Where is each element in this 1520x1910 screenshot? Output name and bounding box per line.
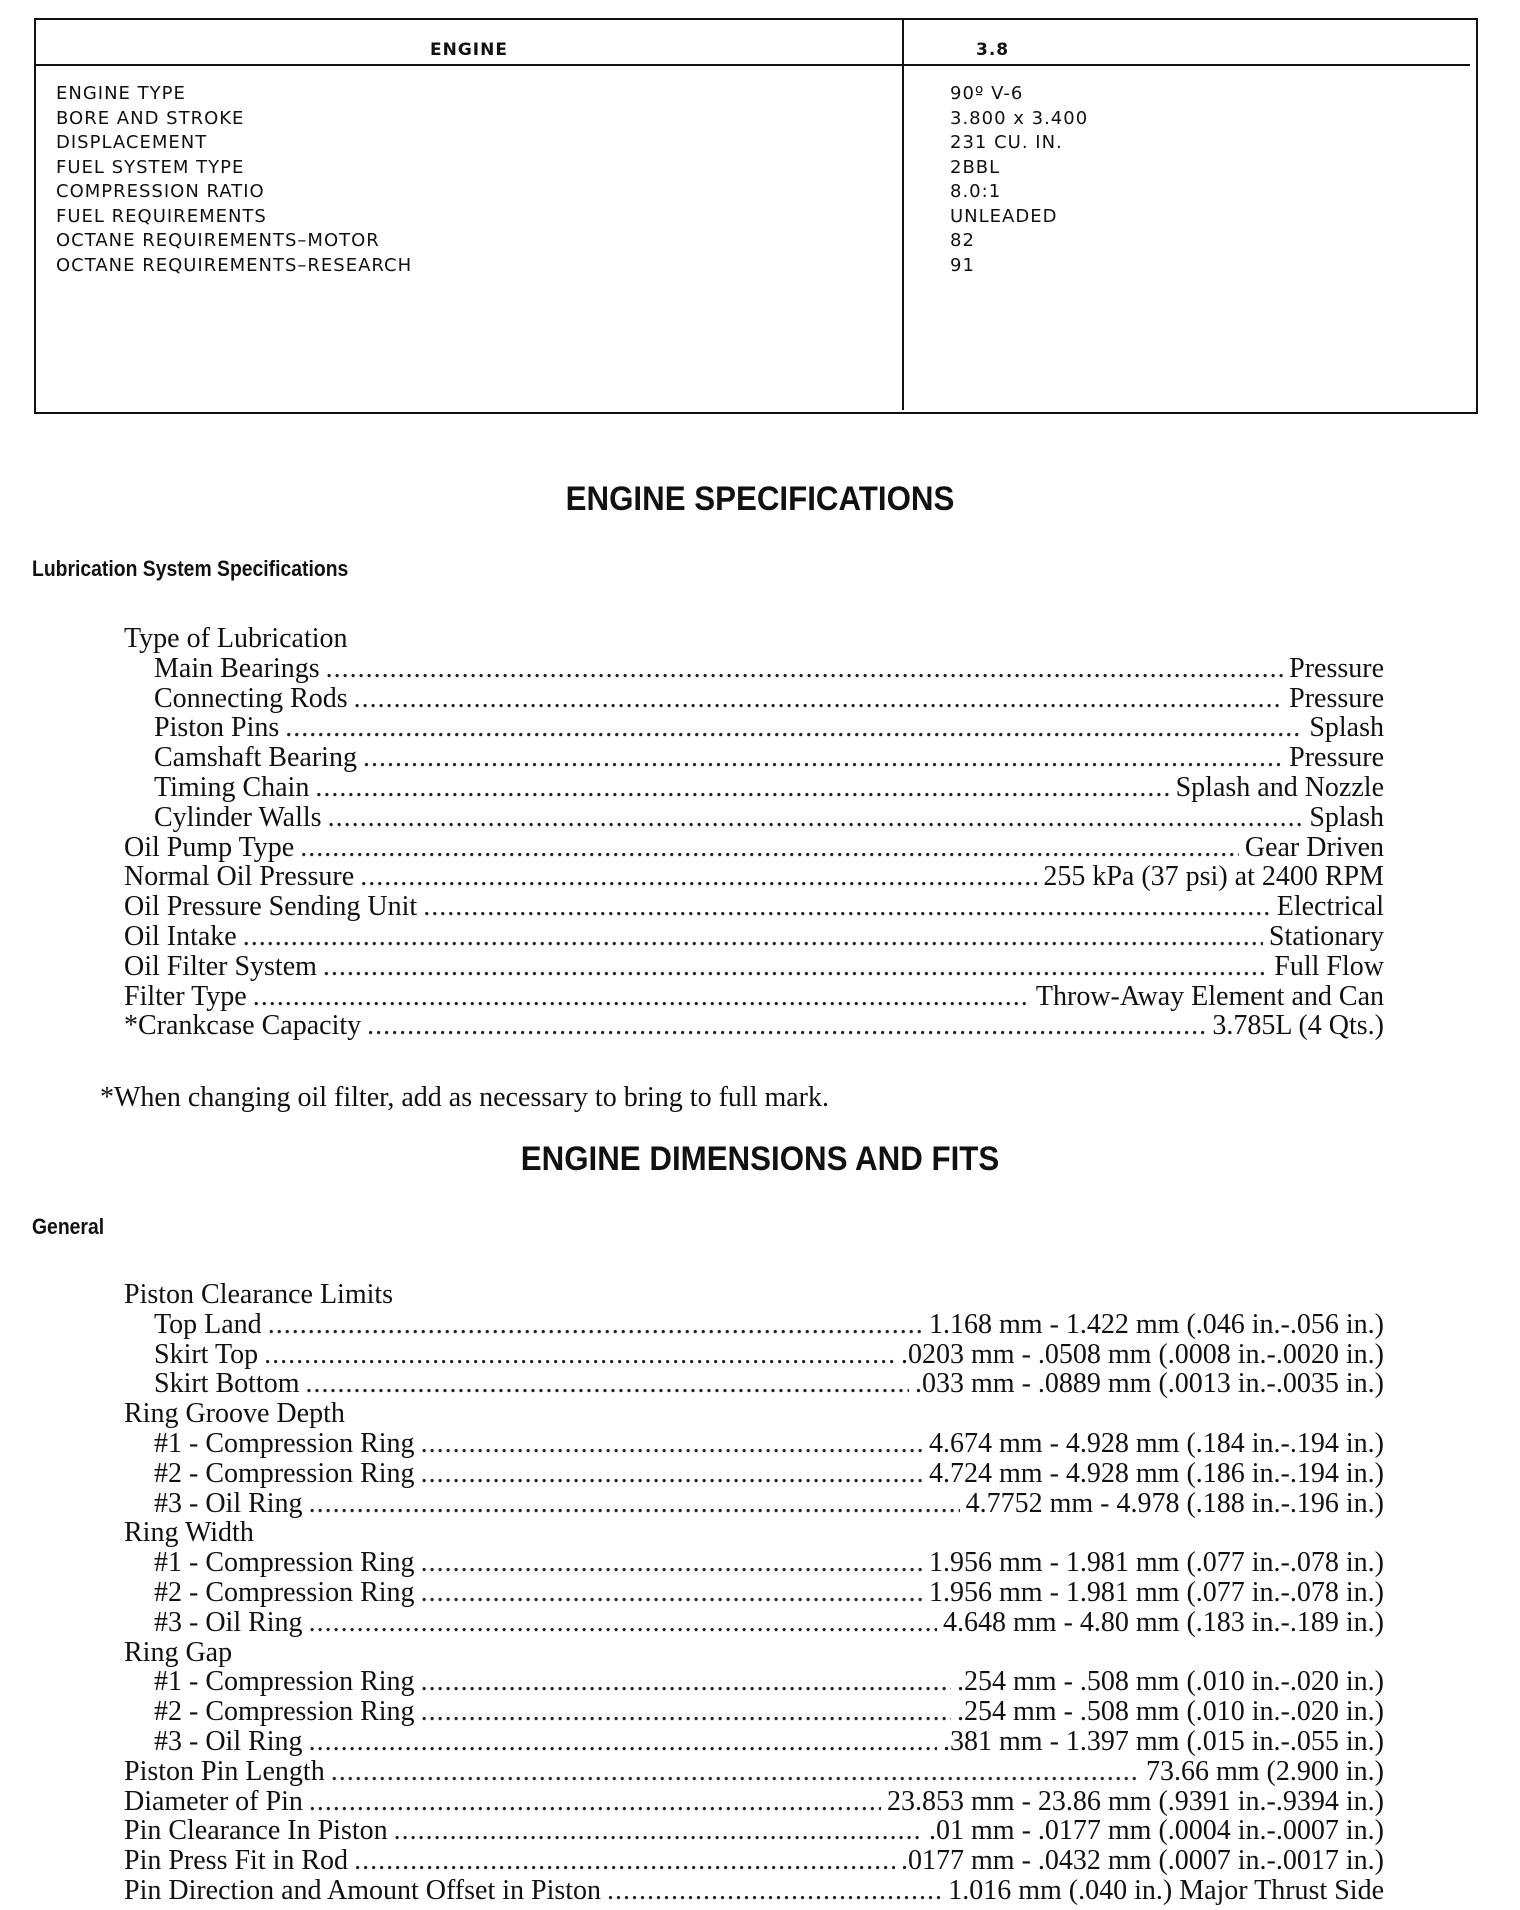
spec-label: Piston Pins bbox=[154, 712, 280, 744]
dot-leader bbox=[607, 1876, 942, 1906]
spec-label: Ring Width bbox=[124, 1517, 254, 1549]
spec-value: Electrical bbox=[1276, 891, 1384, 923]
dot-leader bbox=[421, 1429, 923, 1459]
spec-value: Splash bbox=[1309, 712, 1384, 744]
spec-value: 1.956 mm - 1.981 mm (.077 in.-.078 in.) bbox=[929, 1547, 1384, 1579]
spec-label: #3 - Oil Ring bbox=[154, 1606, 303, 1638]
spec-row bbox=[124, 1310, 1384, 1340]
dot-leader bbox=[243, 922, 1263, 952]
spec-value: 4.674 mm - 4.928 mm (.184 in.-.194 in.) bbox=[929, 1427, 1384, 1459]
spec-row bbox=[124, 1548, 1384, 1578]
engine-table-row bbox=[56, 82, 1456, 107]
spec-value: Splash bbox=[1309, 801, 1384, 833]
engine-row-label: COMPRESSION RATIO bbox=[56, 181, 265, 202]
crankcase-footnote: *When changing oil filter, add as necessary to bring to full mark. bbox=[100, 1082, 829, 1113]
spec-row bbox=[124, 1489, 1384, 1519]
table-header-rule bbox=[36, 64, 1470, 66]
spec-label: Ring Gap bbox=[124, 1636, 233, 1668]
spec-value: Pressure bbox=[1289, 652, 1384, 684]
dot-leader bbox=[309, 1489, 960, 1519]
dot-leader bbox=[309, 1727, 937, 1757]
spec-row bbox=[124, 1876, 1384, 1906]
spec-row bbox=[124, 684, 1384, 714]
spec-value: Pressure bbox=[1289, 742, 1384, 774]
spec-value: .0177 mm - .0432 mm (.0007 in.-.0017 in.) bbox=[901, 1845, 1384, 1877]
dot-leader bbox=[421, 1459, 923, 1489]
spec-label: Filter Type bbox=[124, 980, 247, 1012]
dot-leader bbox=[315, 773, 1169, 803]
dot-leader bbox=[421, 1697, 951, 1727]
spec-label: Ring Groove Depth bbox=[124, 1398, 345, 1430]
spec-row bbox=[124, 1816, 1384, 1846]
spec-value: 1.956 mm - 1.981 mm (.077 in.-.078 in.) bbox=[929, 1576, 1384, 1608]
engine-row-label: ENGINE TYPE bbox=[56, 83, 186, 104]
spec-row bbox=[124, 1340, 1384, 1370]
dot-leader bbox=[323, 952, 1268, 982]
dot-leader bbox=[309, 1787, 881, 1817]
engine-row-label: BORE AND STROKE bbox=[56, 107, 245, 129]
spec-value: 1.016 mm (.040 in.) Major Thrust Side bbox=[948, 1874, 1384, 1906]
spec-label: Skirt Top bbox=[154, 1338, 259, 1370]
spec-row bbox=[124, 803, 1384, 833]
engine-row-label: OCTANE REQUIREMENTS–MOTOR bbox=[56, 230, 380, 251]
spec-row bbox=[124, 982, 1384, 1012]
spec-row bbox=[124, 654, 1384, 684]
dot-leader bbox=[300, 833, 1239, 863]
engine-summary-table bbox=[34, 18, 1478, 414]
spec-value: 4.7752 mm - 4.978 (.188 in.-.196 in.) bbox=[965, 1487, 1384, 1519]
spec-label: #2 - Compression Ring bbox=[154, 1457, 415, 1489]
spec-row bbox=[124, 1429, 1384, 1459]
spec-value: Gear Driven bbox=[1244, 831, 1384, 863]
engine-table-row bbox=[56, 156, 1456, 181]
spec-label: #3 - Oil Ring bbox=[154, 1487, 303, 1519]
engine-table-header-left: ENGINE bbox=[430, 40, 508, 60]
dot-leader bbox=[305, 1369, 909, 1399]
dot-leader bbox=[326, 654, 1283, 684]
spec-label: #1 - Compression Ring bbox=[154, 1427, 415, 1459]
spec-row bbox=[124, 1667, 1384, 1697]
engine-table-row bbox=[56, 254, 1456, 279]
spec-row bbox=[124, 1011, 1384, 1041]
spec-value: 4.724 mm - 4.928 mm (.186 in.-.194 in.) bbox=[929, 1457, 1384, 1489]
spec-value: 4.648 mm - 4.80 mm (.183 in.-.189 in.) bbox=[943, 1606, 1384, 1638]
spec-row bbox=[124, 1846, 1384, 1876]
spec-group-heading bbox=[124, 1280, 1384, 1310]
engine-table-rows bbox=[56, 82, 1456, 278]
spec-label: Oil Pressure Sending Unit bbox=[124, 891, 418, 923]
engine-row-value: 82 bbox=[950, 230, 975, 251]
spec-group-heading bbox=[124, 1638, 1384, 1668]
spec-row bbox=[124, 1459, 1384, 1489]
spec-value: Stationary bbox=[1268, 920, 1384, 952]
dimensions-spec-list bbox=[124, 1280, 1384, 1906]
spec-value: 1.168 mm - 1.422 mm (.046 in.-.056 in.) bbox=[929, 1308, 1384, 1340]
spec-value: .0203 mm - .0508 mm (.0008 in.-.0020 in.) bbox=[901, 1338, 1384, 1370]
engine-row-value: 91 bbox=[950, 254, 975, 276]
dot-leader bbox=[331, 1757, 1140, 1787]
spec-label: Top Land bbox=[154, 1308, 262, 1340]
spec-group-heading bbox=[124, 1518, 1384, 1548]
spec-value: .254 mm - .508 mm (.010 in.-.020 in.) bbox=[957, 1666, 1384, 1698]
spec-label: Main Bearings bbox=[154, 652, 320, 684]
spec-row bbox=[124, 713, 1384, 743]
dot-leader bbox=[268, 1310, 923, 1340]
dot-leader bbox=[423, 892, 1271, 922]
dot-leader bbox=[354, 1846, 895, 1876]
engine-row-value: 231 CU. IN. bbox=[950, 132, 1063, 153]
engine-row-label: FUEL REQUIREMENTS bbox=[56, 205, 267, 227]
engine-row-value: 2BBL bbox=[950, 156, 1001, 178]
spec-row bbox=[124, 1727, 1384, 1757]
spec-row bbox=[124, 1578, 1384, 1608]
spec-row bbox=[124, 1369, 1384, 1399]
spec-group-heading bbox=[124, 1399, 1384, 1429]
spec-label: #1 - Compression Ring bbox=[154, 1547, 415, 1579]
dot-leader bbox=[328, 803, 1304, 833]
spec-value: Splash and Nozzle bbox=[1175, 771, 1384, 803]
engine-row-value: UNLEADED bbox=[950, 205, 1058, 227]
engine-table-row bbox=[56, 229, 1456, 254]
engine-row-label: FUEL SYSTEM TYPE bbox=[56, 156, 245, 178]
spec-label: Pin Press Fit in Rod bbox=[124, 1845, 349, 1877]
spec-row bbox=[124, 892, 1384, 922]
spec-label: Timing Chain bbox=[154, 771, 310, 803]
dot-leader bbox=[394, 1816, 923, 1846]
spec-row bbox=[124, 743, 1384, 773]
engine-row-value: 8.0:1 bbox=[950, 181, 1002, 202]
spec-row bbox=[124, 922, 1384, 952]
dot-leader bbox=[367, 1011, 1206, 1041]
spec-label: Cylinder Walls bbox=[154, 801, 322, 833]
dot-leader bbox=[285, 713, 1303, 743]
engine-table-row bbox=[56, 107, 1456, 132]
engine-row-value: 3.800 x 3.400 bbox=[950, 107, 1089, 129]
engine-table-row bbox=[56, 180, 1456, 205]
spec-label: Camshaft Bearing bbox=[154, 742, 357, 774]
spec-label: Diameter of Pin bbox=[124, 1785, 303, 1817]
dot-leader bbox=[309, 1608, 937, 1638]
spec-row bbox=[124, 773, 1384, 803]
dot-leader bbox=[264, 1340, 895, 1370]
spec-value: 23.853 mm - 23.86 mm (.9391 in.-.9394 in.) bbox=[887, 1785, 1384, 1817]
spec-value: 255 kPa (37 psi) at 2400 RPM bbox=[1043, 861, 1384, 893]
general-section-heading: General bbox=[32, 1214, 105, 1239]
spec-row bbox=[124, 952, 1384, 982]
spec-label: Pin Clearance In Piston bbox=[124, 1815, 388, 1847]
dot-leader bbox=[360, 862, 1037, 892]
spec-value: .254 mm - .508 mm (.010 in.-.020 in.) bbox=[957, 1696, 1384, 1728]
dot-leader bbox=[421, 1578, 923, 1608]
engine-table-row bbox=[56, 205, 1456, 230]
spec-label: Oil Pump Type bbox=[124, 831, 295, 863]
dot-leader bbox=[421, 1667, 951, 1697]
dot-leader bbox=[354, 684, 1283, 714]
dot-leader bbox=[421, 1548, 923, 1578]
spec-label: Oil Filter System bbox=[124, 950, 317, 982]
spec-label: Piston Clearance Limits bbox=[124, 1279, 394, 1310]
spec-row bbox=[124, 1608, 1384, 1638]
engine-row-label: DISPLACEMENT bbox=[56, 132, 208, 153]
spec-label: Connecting Rods bbox=[154, 682, 348, 714]
spec-label: #1 - Compression Ring bbox=[154, 1666, 415, 1698]
spec-label: *Crankcase Capacity bbox=[124, 1010, 362, 1042]
dot-leader bbox=[253, 982, 1030, 1012]
spec-label: Oil Intake bbox=[124, 920, 237, 952]
lubrication-spec-list bbox=[124, 624, 1384, 1041]
spec-label: #2 - Compression Ring bbox=[154, 1576, 415, 1608]
engine-specifications-title: ENGINE SPECIFICATIONS bbox=[565, 480, 955, 518]
engine-dimensions-title: ENGINE DIMENSIONS AND FITS bbox=[520, 1140, 1000, 1178]
spec-row bbox=[124, 1787, 1384, 1817]
spec-row bbox=[124, 1697, 1384, 1727]
spec-label: Piston Pin Length bbox=[124, 1755, 325, 1787]
dot-leader bbox=[363, 743, 1283, 773]
spec-label: Skirt Bottom bbox=[154, 1368, 300, 1400]
lubrication-section-heading: Lubrication System Specifications bbox=[32, 556, 349, 581]
spec-value: .01 mm - .0177 mm (.0004 in.-.0007 in.) bbox=[929, 1815, 1384, 1847]
spec-value: Pressure bbox=[1289, 682, 1384, 714]
engine-row-label: OCTANE REQUIREMENTS–RESEARCH bbox=[56, 254, 413, 276]
spec-value: Full Flow bbox=[1274, 950, 1384, 982]
engine-table-header-right: 3.8 bbox=[976, 40, 1010, 60]
engine-row-value: 90º V-6 bbox=[950, 83, 1024, 104]
spec-label: Pin Direction and Amount Offset in Piston bbox=[124, 1874, 602, 1906]
spec-value: .033 mm - .0889 mm (.0013 in.-.0035 in.) bbox=[915, 1368, 1384, 1400]
spec-value: Throw-Away Element and Can bbox=[1035, 980, 1384, 1012]
spec-value: 73.66 mm (2.900 in.) bbox=[1146, 1755, 1384, 1787]
spec-label: #3 - Oil Ring bbox=[154, 1725, 303, 1757]
spec-row bbox=[124, 833, 1384, 863]
spec-label: Normal Oil Pressure bbox=[124, 861, 355, 893]
spec-value: .381 mm - 1.397 mm (.015 in.-.055 in.) bbox=[943, 1725, 1384, 1757]
spec-value: 3.785L (4 Qts.) bbox=[1212, 1010, 1384, 1042]
engine-table-row bbox=[56, 131, 1456, 156]
spec-label: #2 - Compression Ring bbox=[154, 1696, 415, 1728]
spec-row bbox=[124, 862, 1384, 892]
spec-row bbox=[124, 1757, 1384, 1787]
spec-label: Type of Lubrication bbox=[124, 623, 348, 654]
spec-group-heading bbox=[124, 624, 1384, 654]
